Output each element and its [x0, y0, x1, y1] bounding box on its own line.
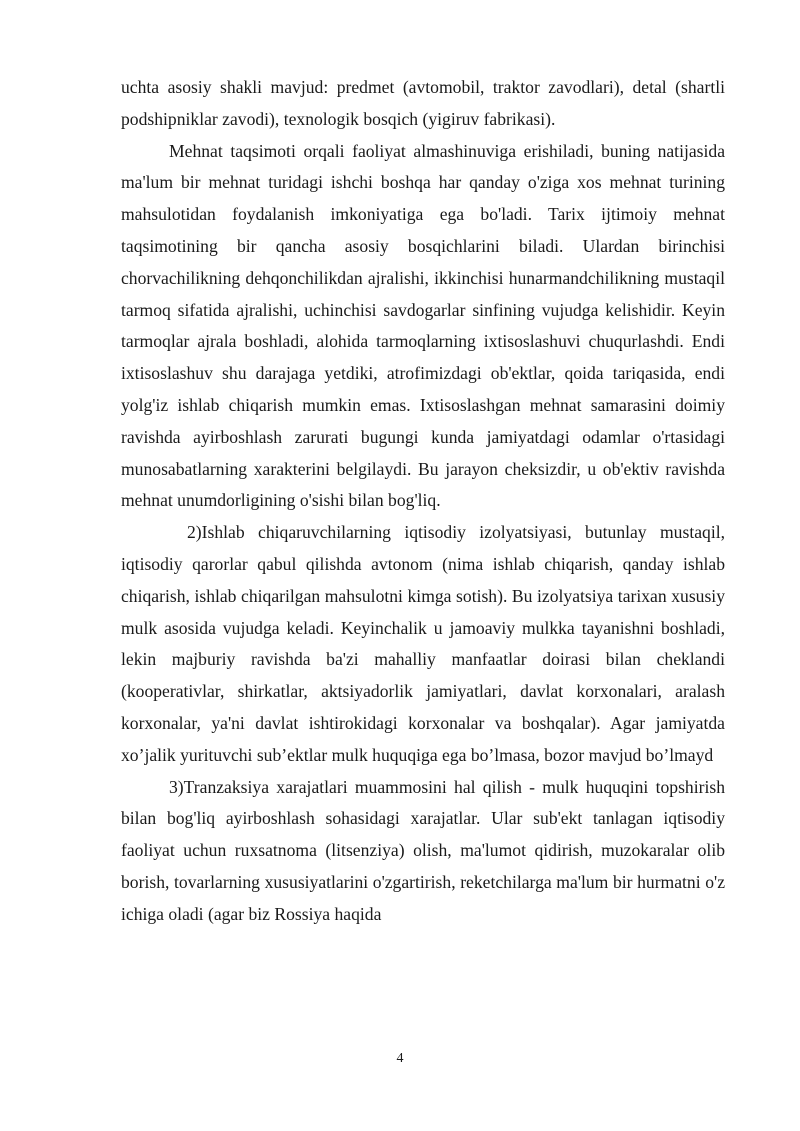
document-page — [121, 72, 725, 931]
page-number: 4 — [396, 1051, 404, 1066]
paragraph-transaction-costs: 3)Tranzaksiya xarajatlari muammosini hal qilish - mulk huquqini topshirish bilan bog'liq ayirboshlash sohasidagi xarajatlar. Ular sub'ekt tanlagan iqtisodiy faoliyat uchun ruxsatnoma (litsenziya) olish, ma'lumot qidirish, muzokaralar olib borish, tovarlarning xususiyatlarini o'zgartirish, reketchilarga ma'lum bir hurmatni o'z ichiga oladi (agar biz Rossiya haqida — [121, 776, 725, 924]
paragraph-labor-division: Mehnat taqsimoti orqali faoliyat almashinuviga erishiladi, buning natijasida ma'lum bir mehnat turidagi ishchi boshqa har qanday o'ziga xos mehnat turining mahsulotidan foydalanish imkoniyatiga ega bo'ladi. Tarix ijtimoiy mehnat taqsimotining bir qancha asosiy bosqichlarini biladi. Ulardan birinchisi chorvachilikning dehqonchilikdan ajralishi, ikkinchisi hunarmandchilikning mustaqil tarmoq sifatida ajralishi, uchinchisi savdogarlar sinfining vujudga kelishidir. Keyin tarmoqlar ajrala boshladi, alohida tarmoqlarning ixtisoslashuvi chuqurlashdi. Endi ixtisoslashuv shu darajaga yetdiki, atrofimizdagi ob'ektlar, qoida tariqasida, endi yolg'iz ishlab chiqarish mumkin emas. Ixtisoslashgan mehnat samarasini doimiy ravishda ayirboshlash zarurati bugungi kunda jamiyatdagi odamlar o'rtasidagi munosabatlarning xarakterini belgilaydi. Bu jarayon cheksizdir, u ob'ektiv ravishda mehnat unumdorligining o'sishi bilan bog'liq. — [121, 140, 725, 511]
paragraph-economic-isolation: 2)Ishlab chiqaruvchilarning iqtisodiy izolyatsiyasi, butunlay mustaqil, iqtisodiy qarorlar qabul qilishda avtonom (nima ishlab chiqarish, qanday ishlab chiqarish, ishlab chiqarilgan mahsulotni kimga sotish). Bu izolyatsiya tarixan xususiy mulk asosida vujudga keladi. Keyinchalik u jamoaviy mulkka tayanishni boshladi, lekin majburiy ravishda ba'zi mahalliy manfaatlar doirasi bilan cheklandi (kooperativlar, shirkatlar, aktsiyadorlik jamiyatlari, davlat korxonalari, aralash korxonalar, ya'ni davlat ishtirokidagi korxonalar va boshqalar). Agar jamiyatda xo’jalik yurituvchi sub’ektlar mulk huquqiga ega bo’lmasa, bozor mavjud bo’lmayd — [121, 522, 725, 765]
paragraph-continuation: uchta asosiy shakli mavjud: predmet (avtomobil, traktor zavodlari), detal (shartli podshipniklar zavodi), texnologik bosqich (yigiruv fabrikasi). — [121, 77, 725, 129]
